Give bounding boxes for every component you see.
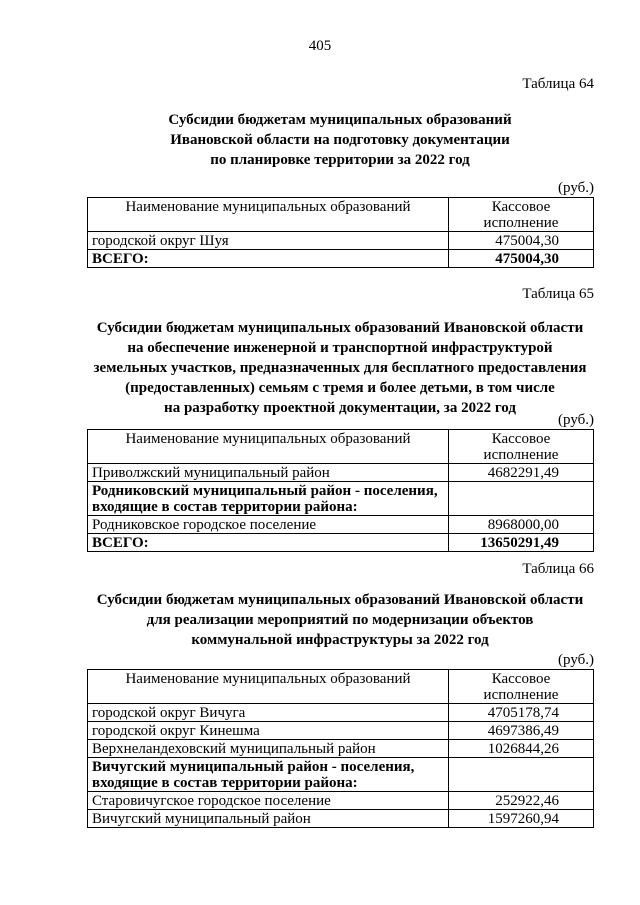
row-name: Приволжский муниципальный район (88, 464, 449, 482)
header-value (449, 430, 594, 464)
row-value: 8968000,00 (449, 516, 594, 534)
row-name: городской округ Вичуга (88, 704, 449, 722)
row-name: Старовичугское городское поселение (88, 792, 449, 810)
table-64-title (60, 110, 620, 170)
header-name: Наименование муниципальных образований (88, 670, 449, 704)
row-value: 252922,46 (449, 792, 594, 810)
group-line2: входящие в состав территории района: (92, 775, 358, 791)
total-value: 475004,30 (449, 250, 594, 268)
header-name: Наименование муниципальных образований (88, 430, 449, 464)
row-name: Верхнеландеховский муниципальный район (88, 740, 449, 758)
table-row (88, 232, 594, 250)
row-value: 4705178,74 (449, 704, 594, 722)
table-66-label: Таблица 66 (522, 561, 594, 577)
header-value (449, 198, 594, 232)
table-header-row (88, 198, 594, 232)
unit-label: (руб.) (558, 412, 594, 428)
title-line: на разработку проектной документации, за 2022 год (164, 400, 516, 416)
header-value-line1: Кассовое (491, 671, 551, 687)
table-row (88, 792, 594, 810)
table-header-row (88, 430, 594, 464)
row-value: 1026844,26 (449, 740, 594, 758)
title-line: Субсидии бюджетам муниципальных образований Ивановской области (96, 320, 584, 336)
header-value-line2: исполнение (483, 447, 559, 463)
group-value (449, 758, 594, 792)
title-line: (предоставленных) семьям с тремя и более детьми, в том числе (125, 380, 555, 396)
header-value (449, 670, 594, 704)
group-line2: входящие в состав территории района: (92, 499, 358, 515)
title-line: по планировке территории за 2022 год (210, 152, 470, 168)
header-value-line1: Кассовое (491, 431, 551, 447)
table-65 (87, 429, 594, 552)
table-row (88, 722, 594, 740)
row-value: 475004,30 (449, 232, 594, 250)
group-line1: Вичугский муниципальный район - поселения, (92, 759, 415, 775)
group-name (88, 758, 449, 792)
row-name: Родниковское городское поселение (88, 516, 449, 534)
title-line: для реализации мероприятий по модернизации объектов (146, 612, 534, 628)
total-row (88, 250, 594, 268)
row-value: 1597260,94 (449, 810, 594, 828)
table-row (88, 740, 594, 758)
header-value-line2: исполнение (483, 687, 559, 703)
table-65-label: Таблица 65 (522, 286, 594, 302)
table-header-row (88, 670, 594, 704)
row-name: городской округ Кинешма (88, 722, 449, 740)
group-name (88, 482, 449, 516)
row-name: Вичугский муниципальный район (88, 810, 449, 828)
header-name: Наименование муниципальных образований (88, 198, 449, 232)
table-64 (87, 197, 594, 268)
unit-label: (руб.) (558, 652, 594, 668)
table-65-title (60, 318, 620, 418)
page-number: 405 (308, 38, 332, 54)
table-64-label: Таблица 64 (522, 76, 594, 92)
title-line: на обеспечение инженерной и транспортной инфраструктурой (127, 340, 553, 356)
table-row (88, 464, 594, 482)
unit-label: (руб.) (558, 180, 594, 196)
table-66 (87, 669, 594, 828)
table-row (88, 704, 594, 722)
total-name: ВСЕГО: (88, 250, 449, 268)
title-line: коммунальной инфраструктуры за 2022 год (191, 632, 489, 648)
total-name: ВСЕГО: (88, 534, 449, 552)
row-value: 4697386,49 (449, 722, 594, 740)
group-line1: Родниковский муниципальный район - поселения, (92, 483, 438, 499)
total-value: 13650291,49 (449, 534, 594, 552)
group-value (449, 482, 594, 516)
title-line: земельных участков, предназначенных для бесплатного предоставления (93, 360, 587, 376)
title-line: Ивановской области на подготовку документации (170, 132, 510, 148)
group-row (88, 758, 594, 792)
table-row (88, 810, 594, 828)
row-name: городской округ Шуя (88, 232, 449, 250)
total-row (88, 534, 594, 552)
title-line: Субсидии бюджетам муниципальных образований (168, 112, 512, 128)
table-row (88, 516, 594, 534)
row-value: 4682291,49 (449, 464, 594, 482)
table-66-title (60, 590, 620, 650)
title-line: Субсидии бюджетам муниципальных образований Ивановской области (96, 592, 584, 608)
header-value-line1: Кассовое (491, 199, 551, 215)
group-row (88, 482, 594, 516)
header-value-line2: исполнение (483, 215, 559, 231)
